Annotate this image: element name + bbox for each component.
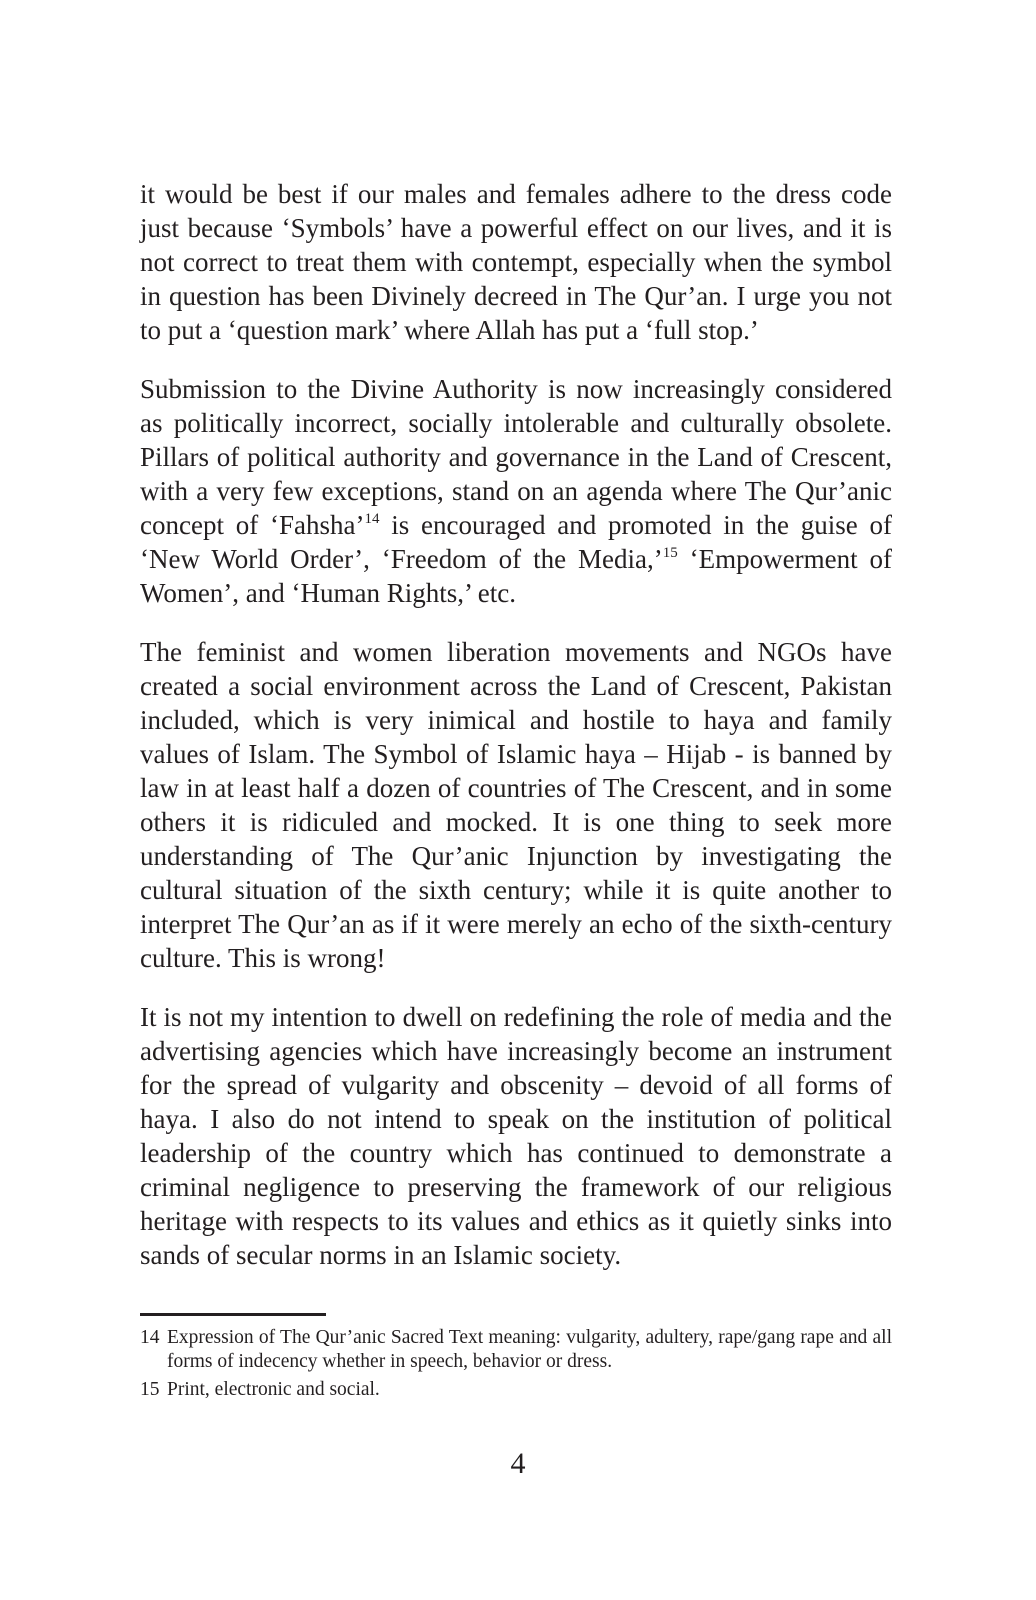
footnote-text: Print, electronic and social.	[167, 1379, 380, 1400]
page-number: 4	[510, 1447, 526, 1480]
paragraph-text: ‘Empowerment of Women’, and ‘Human Rights,’ etc.	[140, 544, 893, 608]
paragraph-dress-code	[140, 177, 892, 347]
footnote-text: Expression of The Qur’anic Sacred Text meaning: vulgarity, adultery, rape/gang rape and all forms of indecency whether in speech, behavior or dress.	[167, 1327, 892, 1372]
footnote-number: 15	[140, 1379, 160, 1400]
paragraph-text: It is not my intention to dwell on redefining the role of media and the advertising agencies which have increasingly become an instrument for the spread of vulgarity and obscenity – devoid of all forms of haya. I also do not intend to speak on the institution of political leadership of the country which has continued to demonstrate a criminal negligence to preserving the framework of our religious heritage with respects to its values and ethics as it quietly sinks into sands of secular norms in an Islamic society.	[140, 1002, 892, 1270]
paragraph-text: it would be best if our males and females adhere to the dress code just because ‘Symbols’ have a powerful effect on our lives, and it is not correct to treat them with contempt, especially when the symbol in question has been Divinely decreed in The Qur’an. I urge you not to put a ‘question mark’ where Allah has put a ‘full stop.’	[140, 179, 892, 345]
footnote-15	[140, 1378, 892, 1402]
paragraph-media-role	[140, 1000, 892, 1272]
paragraph-text: Submission to the Divine Authority is now increasingly considered as politically incorrect, socially intolerable and culturally obsolete. Pillars of political authority and governance in the Land of Crescent, with a very few exceptions, stand on an agenda where The Qur’anic concept of ‘Fahsha’	[140, 374, 892, 540]
footnotes	[140, 1326, 892, 1406]
paragraph-feminist-movements	[140, 635, 892, 975]
footnote-number: 14	[140, 1327, 160, 1348]
paragraph-text: The feminist and women liberation movements and NGOs have created a social environment across the Land of Crescent, Pakistan included, which is very inimical and hostile to haya and family values of Islam. The Symbol of Islamic haya – Hijab - is banned by law in at least half a dozen of countries of The Crescent, and in some others it is ridiculed and mocked. It is one thing to seek more understanding of The Qur’anic Injunction by investigating the cultural situation of the sixth century; while it is quite another to interpret The Qur’an as if it were merely an echo of the sixth-century culture. This is wrong!	[140, 637, 892, 973]
footnote-ref-14: 14	[364, 511, 380, 527]
footnote-14	[140, 1326, 892, 1374]
paragraph-text: is encouraged and promoted in the guise of ‘New World Order’, ‘Freedom of the Media,’	[140, 510, 892, 574]
main-text	[140, 177, 892, 1297]
footnote-ref-15: 15	[662, 545, 678, 561]
paragraph-divine-authority	[140, 372, 892, 610]
footnote-separator	[140, 1313, 326, 1316]
